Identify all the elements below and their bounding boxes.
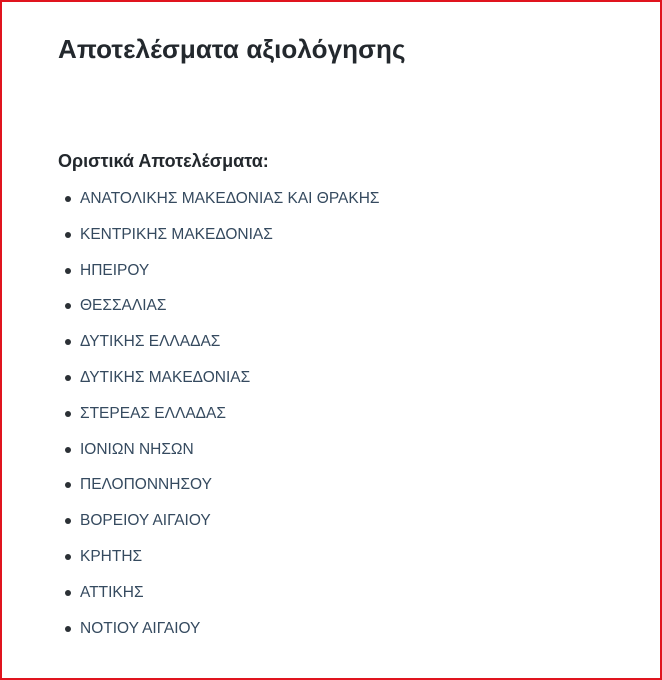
bullet-icon <box>65 411 71 417</box>
region-link-voreio-aigaio[interactable]: ΒΟΡΕΙΟΥ ΑΙΓΑΙΟΥ <box>80 512 211 530</box>
region-link-attiki[interactable]: ΑΤΤΙΚΗΣ <box>80 583 144 601</box>
list-item <box>58 581 380 617</box>
list-item <box>58 509 380 545</box>
bullet-icon <box>65 518 71 524</box>
region-link-dytiki-makedonia[interactable]: ΔΥΤΙΚΗΣ ΜΑΚΕΔΟΝΙΑΣ <box>80 368 251 386</box>
list-item <box>58 473 380 509</box>
region-link-sterea-ellada[interactable]: ΣΤΕΡΕΑΣ ΕΛΛΑΔΑΣ <box>80 404 226 422</box>
bullet-icon <box>65 375 71 381</box>
list-item <box>58 617 380 653</box>
region-link-kentriki-makedonia[interactable]: ΚΕΝΤΡΙΚΗΣ ΜΑΚΕΔΟΝΙΑΣ <box>80 225 273 243</box>
bullet-icon <box>65 303 71 309</box>
bullet-icon <box>65 232 71 238</box>
bullet-icon <box>65 339 71 345</box>
region-link-thessalia[interactable]: ΘΕΣΣΑΛΙΑΣ <box>80 297 167 315</box>
list-item <box>58 402 380 438</box>
bullet-icon <box>65 196 71 202</box>
list-item <box>58 330 380 366</box>
list-item <box>58 438 380 474</box>
list-item <box>58 294 380 330</box>
page-title: Αποτελέσματα αξιολόγησης <box>58 34 406 64</box>
list-item <box>58 223 380 259</box>
region-results-list <box>58 187 380 652</box>
region-link-ipeiros[interactable]: ΗΠΕΙΡΟΥ <box>80 261 150 279</box>
list-item <box>58 545 380 581</box>
final-results-heading: Οριστικά Αποτελέσματα: <box>58 151 269 171</box>
list-item <box>58 366 380 402</box>
bullet-icon <box>65 626 71 632</box>
bullet-icon <box>65 447 71 453</box>
bullet-icon <box>65 268 71 274</box>
region-link-anatoliki-makedonia-thraki[interactable]: ΑΝΑΤΟΛΙΚΗΣ ΜΑΚΕΔΟΝΙΑΣ ΚΑΙ ΘΡΑΚΗΣ <box>80 190 380 207</box>
region-link-notio-aigaio[interactable]: ΝΟΤΙΟΥ ΑΙΓΑΙΟΥ <box>80 619 201 637</box>
region-link-kriti[interactable]: ΚΡΗΤΗΣ <box>80 547 143 565</box>
region-link-dytiki-ellada[interactable]: ΔΥΤΙΚΗΣ ΕΛΛΑΔΑΣ <box>80 333 221 351</box>
list-item <box>58 187 380 223</box>
bullet-icon <box>65 482 71 488</box>
region-link-ionia-nisia[interactable]: ΙΟΝΙΩΝ ΝΗΣΩΝ <box>80 440 194 458</box>
list-item <box>58 259 380 295</box>
bullet-icon <box>65 590 71 596</box>
region-link-peloponnisos[interactable]: ΠΕΛΟΠΟΝΝΗΣΟΥ <box>80 476 212 494</box>
bullet-icon <box>65 554 71 560</box>
